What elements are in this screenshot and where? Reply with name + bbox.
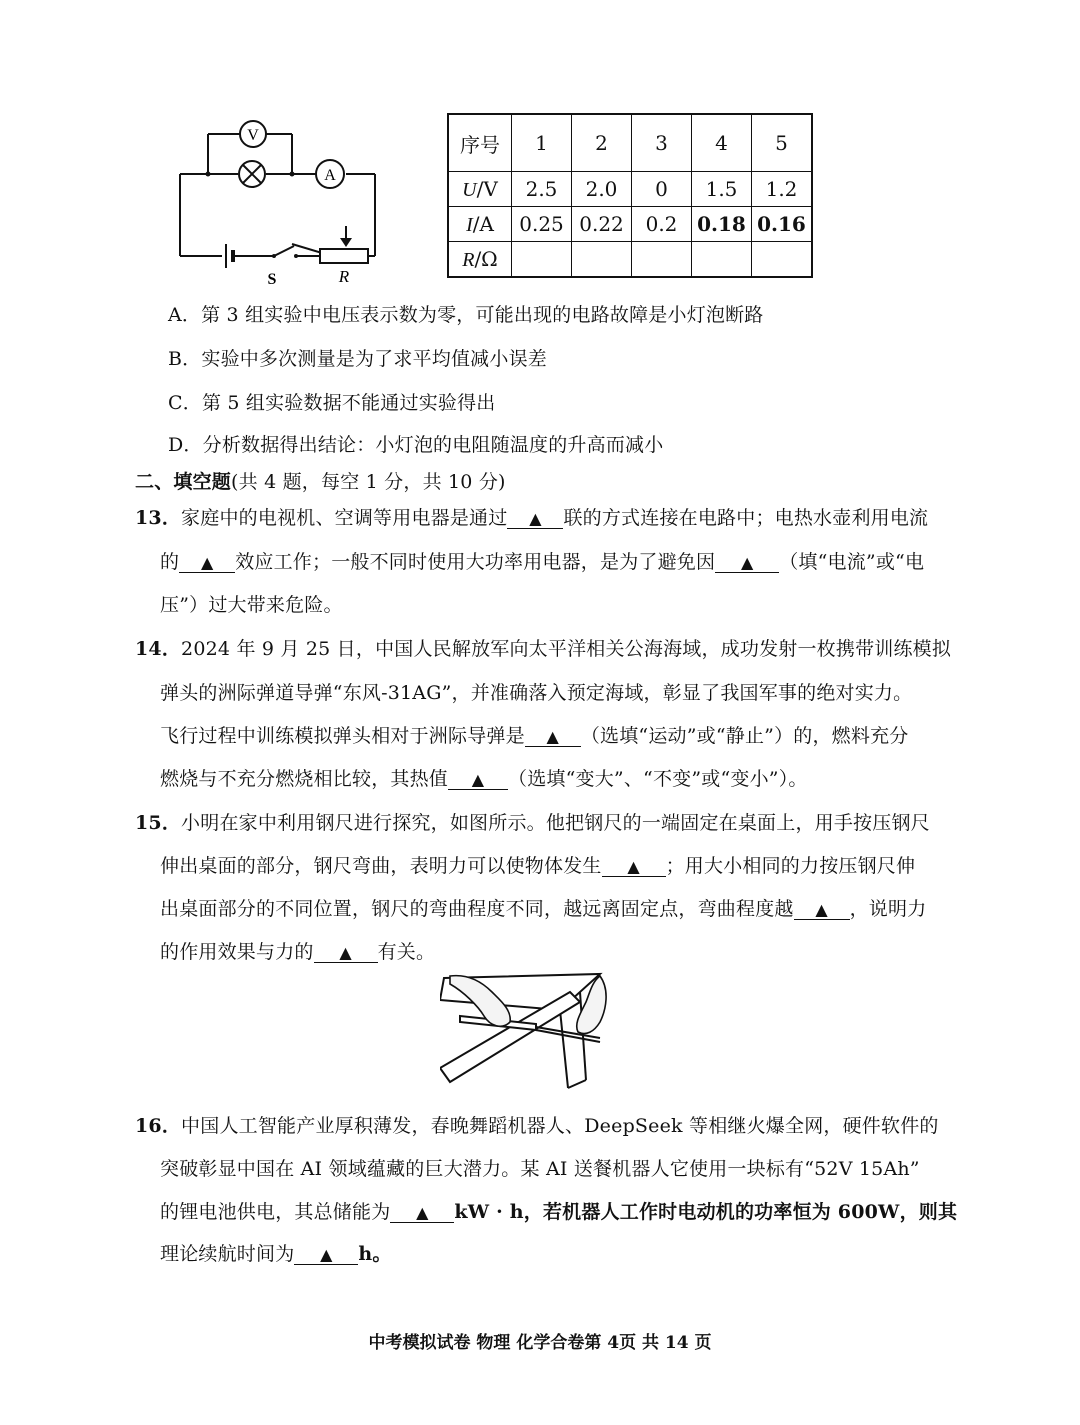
- table-cell: 1.2: [752, 172, 813, 207]
- q15-line4: [160, 937, 435, 964]
- measurement-table: [447, 113, 813, 278]
- answer-blank[interactable]: ▲: [602, 858, 666, 877]
- rheostat-icon: [320, 226, 375, 263]
- row-label: I/A: [448, 207, 512, 242]
- voltmeter-label: V: [247, 127, 259, 144]
- text-span: 有关。: [377, 941, 436, 963]
- row-label: R/Ω: [448, 242, 512, 278]
- answer-blank[interactable]: ▲: [314, 944, 378, 963]
- answer-blank[interactable]: ▲: [390, 1204, 454, 1223]
- table-cell: 0.22: [572, 207, 632, 242]
- text-span: 的: [160, 551, 180, 573]
- answer-blank[interactable]: ▲: [179, 554, 235, 573]
- answer-blank[interactable]: ▲: [294, 1246, 358, 1265]
- section-heading: 二、填空题: [135, 471, 232, 493]
- table-cell: [632, 242, 692, 278]
- text-span: ；用大小相同的力按压钢尺伸: [665, 855, 916, 877]
- text-span: 小明在家中利用钢尺进行探究，如图所示。他把钢尺的一端固定在桌面上，用手按压钢尺: [181, 812, 930, 834]
- table-row: [448, 207, 812, 242]
- question-number: 14．: [135, 638, 182, 660]
- table-cell: 2.5: [512, 172, 572, 207]
- table-cell: 0.18: [692, 207, 752, 242]
- ruler-illustration: [440, 970, 610, 1090]
- table-header-cell: 序号: [448, 114, 512, 172]
- section-title: [135, 467, 506, 494]
- question-number: 15．: [135, 812, 182, 834]
- switch-label: S: [267, 271, 277, 288]
- section-note: (共 4 题，每空 1 分，共 10 分): [231, 471, 506, 493]
- answer-blank[interactable]: ▲: [448, 771, 508, 790]
- table-cell: 0: [632, 172, 692, 207]
- battery-icon: [226, 244, 233, 268]
- table-cell: 1.5: [692, 172, 752, 207]
- text-span: （选填“变大”、“不变”或“变小”）。: [508, 768, 808, 790]
- option-c: C．第 5 组实验数据不能通过实验得出: [168, 392, 496, 414]
- answer-blank[interactable]: ▲: [794, 901, 850, 920]
- text-span: 的锂电池供电，其总储能为: [160, 1201, 391, 1223]
- text-span: 中国人工智能产业厚积薄发，春晚舞蹈机器人、DeepSeek 等相继火爆全网，硬件软件的: [181, 1115, 939, 1137]
- table-header-cell: 2: [572, 114, 632, 172]
- q13-line1: [135, 503, 928, 530]
- table-cell: [512, 242, 572, 278]
- text-span: （选填“运动”或“静止”）的，燃料充分: [580, 725, 909, 747]
- text-span: （填“电流”或“电: [779, 551, 925, 573]
- circuit-diagram: [170, 108, 400, 288]
- text-span: 燃烧与不充分燃烧相比较，其热值: [160, 768, 449, 790]
- text-span: 伸出桌面的部分，钢尺弯曲，表明力可以使物体发生: [160, 855, 602, 877]
- answer-blank[interactable]: ▲: [525, 728, 581, 747]
- voltmeter-icon: [240, 121, 266, 147]
- table-header-row: [448, 114, 812, 172]
- q13-line2: [160, 547, 924, 574]
- text-span: h。: [358, 1243, 392, 1265]
- text-span: 家庭中的电视机、空调等用电器是通过: [181, 507, 508, 529]
- table-cell: 0.2: [632, 207, 692, 242]
- q14-line2: 弹头的洲际弹道导弹“东风-31AG”，并准确落入预定海域，彰显了我国军事的绝对实力。: [160, 682, 913, 704]
- table-cell: 2.0: [572, 172, 632, 207]
- q15-line3: [160, 894, 926, 921]
- table-row: [448, 242, 812, 278]
- table-cell: [692, 242, 752, 278]
- page-footer: 中考模拟试卷 物理 化学合卷第 4页 共 14 页: [368, 1333, 712, 1353]
- switch-icon: [272, 246, 320, 258]
- text-span: 效应工作；一般不同时使用大功率用电器，是为了避免因: [235, 551, 716, 573]
- text-span: ，说明力: [849, 898, 927, 920]
- q14-line3: [160, 721, 908, 748]
- q16-line4: [160, 1239, 392, 1266]
- text-span: 的作用效果与力的: [160, 941, 314, 963]
- table-cell: [752, 242, 813, 278]
- text-span: 联的方式连接在电路中；电热水壶利用电流: [563, 507, 929, 529]
- q14-line4: [160, 764, 808, 791]
- table-cell: [572, 242, 632, 278]
- option-d: D．分析数据得出结论：小灯泡的电阻随温度的升高而减小: [168, 434, 664, 456]
- question-number: 16．: [135, 1115, 182, 1137]
- lamp-icon: [239, 161, 265, 187]
- table-cell: 0.25: [512, 207, 572, 242]
- table-header-cell: 4: [692, 114, 752, 172]
- q13-line3: 压”）过大带来危险。: [160, 594, 343, 616]
- rheostat-label: R: [338, 267, 350, 286]
- row-label: U/V: [448, 172, 512, 207]
- ammeter-icon: [316, 160, 344, 188]
- table-cell: 0.16: [752, 207, 813, 242]
- text-span: 2024 年 9 月 25 日，中国人民解放军向太平洋相关公海海域，成功发射一枚携带训练模拟: [181, 638, 952, 660]
- table-header-cell: 3: [632, 114, 692, 172]
- q16-line2: 突破彰显中国在 AI 领域蕴藏的巨大潜力。某 AI 送餐机器人它使用一块标有“52V 15Ah”: [160, 1158, 920, 1180]
- table-row: [448, 172, 812, 207]
- option-b: B．实验中多次测量是为了求平均值减小误差: [168, 348, 547, 370]
- text-span: 出桌面部分的不同位置，钢尺的弯曲程度不同，越远离固定点，弯曲程度越: [160, 898, 794, 920]
- q14-line1: [135, 634, 951, 661]
- q16-line3: [160, 1197, 957, 1224]
- q16-line1: [135, 1111, 939, 1138]
- text-span: 理论续航时间为: [160, 1243, 295, 1265]
- q15-line1: [135, 808, 930, 835]
- option-a: A．第 3 组实验中电压表示数为零，可能出现的电路故障是小灯泡断路: [168, 304, 764, 326]
- q15-line2: [160, 851, 915, 878]
- question-number: 13．: [135, 507, 182, 529]
- ammeter-label: A: [324, 167, 336, 184]
- text-span: kW · h，若机器人工作时电动机的功率恒为 600W，则其: [454, 1201, 958, 1223]
- table-header-cell: 5: [752, 114, 813, 172]
- text-span: 飞行过程中训练模拟弹头相对于洲际导弹是: [160, 725, 525, 747]
- answer-blank[interactable]: ▲: [507, 510, 563, 529]
- answer-blank[interactable]: ▲: [715, 554, 779, 573]
- table-header-cell: 1: [512, 114, 572, 172]
